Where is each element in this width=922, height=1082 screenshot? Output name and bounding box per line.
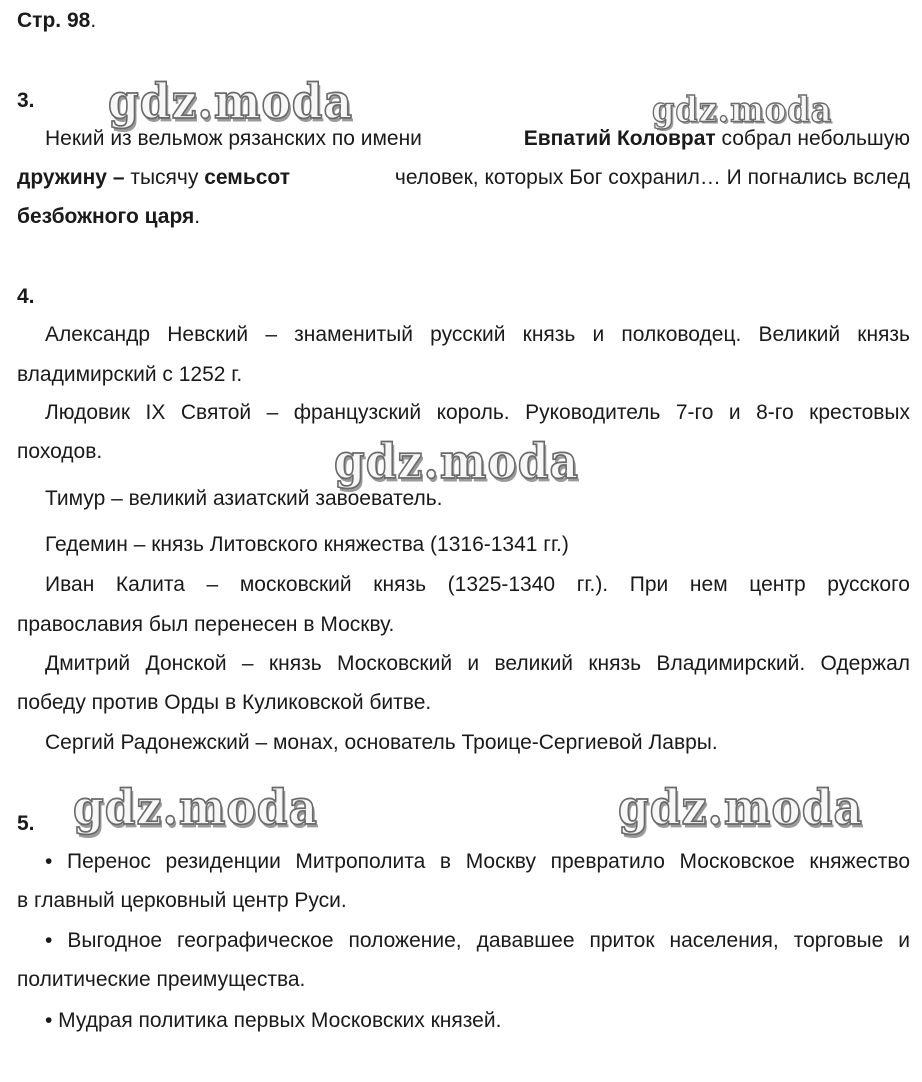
paragraph-line <box>45 124 910 154</box>
text-segment: Евпатий Коловрат собрал небольшую <box>523 127 910 150</box>
paragraph-line: Александр Невский – знаменитый русский князь и полководец. Великий князь <box>45 323 910 346</box>
watermark-logo: gdz.moda <box>73 780 319 836</box>
paragraph-line: Иван Калита – московский князь (1325-1340 гг.). При нем центр русского <box>45 573 910 596</box>
paragraph-line: Дмитрий Донской – князь Московский и великий князь Владимирский. Одержал <box>45 652 910 675</box>
bullet-line: • Перенос резиденции Митрополита в Москву превратило Московское княжество <box>45 850 910 873</box>
task-number: 4. <box>17 285 35 308</box>
paragraph-line: Тимур – великий азиатский завоеватель. <box>45 487 443 510</box>
paragraph-line: православия был перенесен в Москву. <box>17 613 395 636</box>
paragraph-line: победу против Орды в Куликовской битве. <box>17 691 432 714</box>
paragraph-line: походов. <box>17 440 103 463</box>
paragraph-line: дружину – тысячу семьсот человек, которых Бог сохранил… И погнались вслед <box>17 166 910 189</box>
task-number: 3. <box>17 89 35 112</box>
task-number: 5. <box>17 812 35 835</box>
page-number: Стр. 98. <box>17 9 97 32</box>
paragraph-line: в главный церковный центр Руси. <box>17 889 347 912</box>
text-segment: Некий из вельмож рязанских по имени <box>45 127 422 150</box>
watermark-logo: gdz.moda <box>652 89 833 131</box>
paragraph-line: владимирский с 1252 г. <box>17 363 243 386</box>
paragraph-line: Гедемин – князь Литовского княжества (1316-1341 гг.) <box>45 533 569 556</box>
paragraph-line: Сергий Радонежский – монах, основатель Троице-Сергиевой Лавры. <box>45 731 718 754</box>
watermark-logo: gdz.moda <box>334 434 580 490</box>
paragraph-line: политические преимущества. <box>17 968 306 991</box>
bullet-line: • Мудрая политика первых Московских князей. <box>45 1009 502 1032</box>
bullet-line: • Выгодное географическое положение, дававшее приток населения, торговые и <box>45 929 910 952</box>
watermark-logo: gdz.moda <box>108 74 354 130</box>
watermark-logo: gdz.moda <box>618 780 864 836</box>
paragraph-line: Людовик IX Святой – французский король. Руководитель 7-го и 8-го крестовых <box>45 401 910 424</box>
paragraph-line: безбожного царя. <box>17 205 201 228</box>
